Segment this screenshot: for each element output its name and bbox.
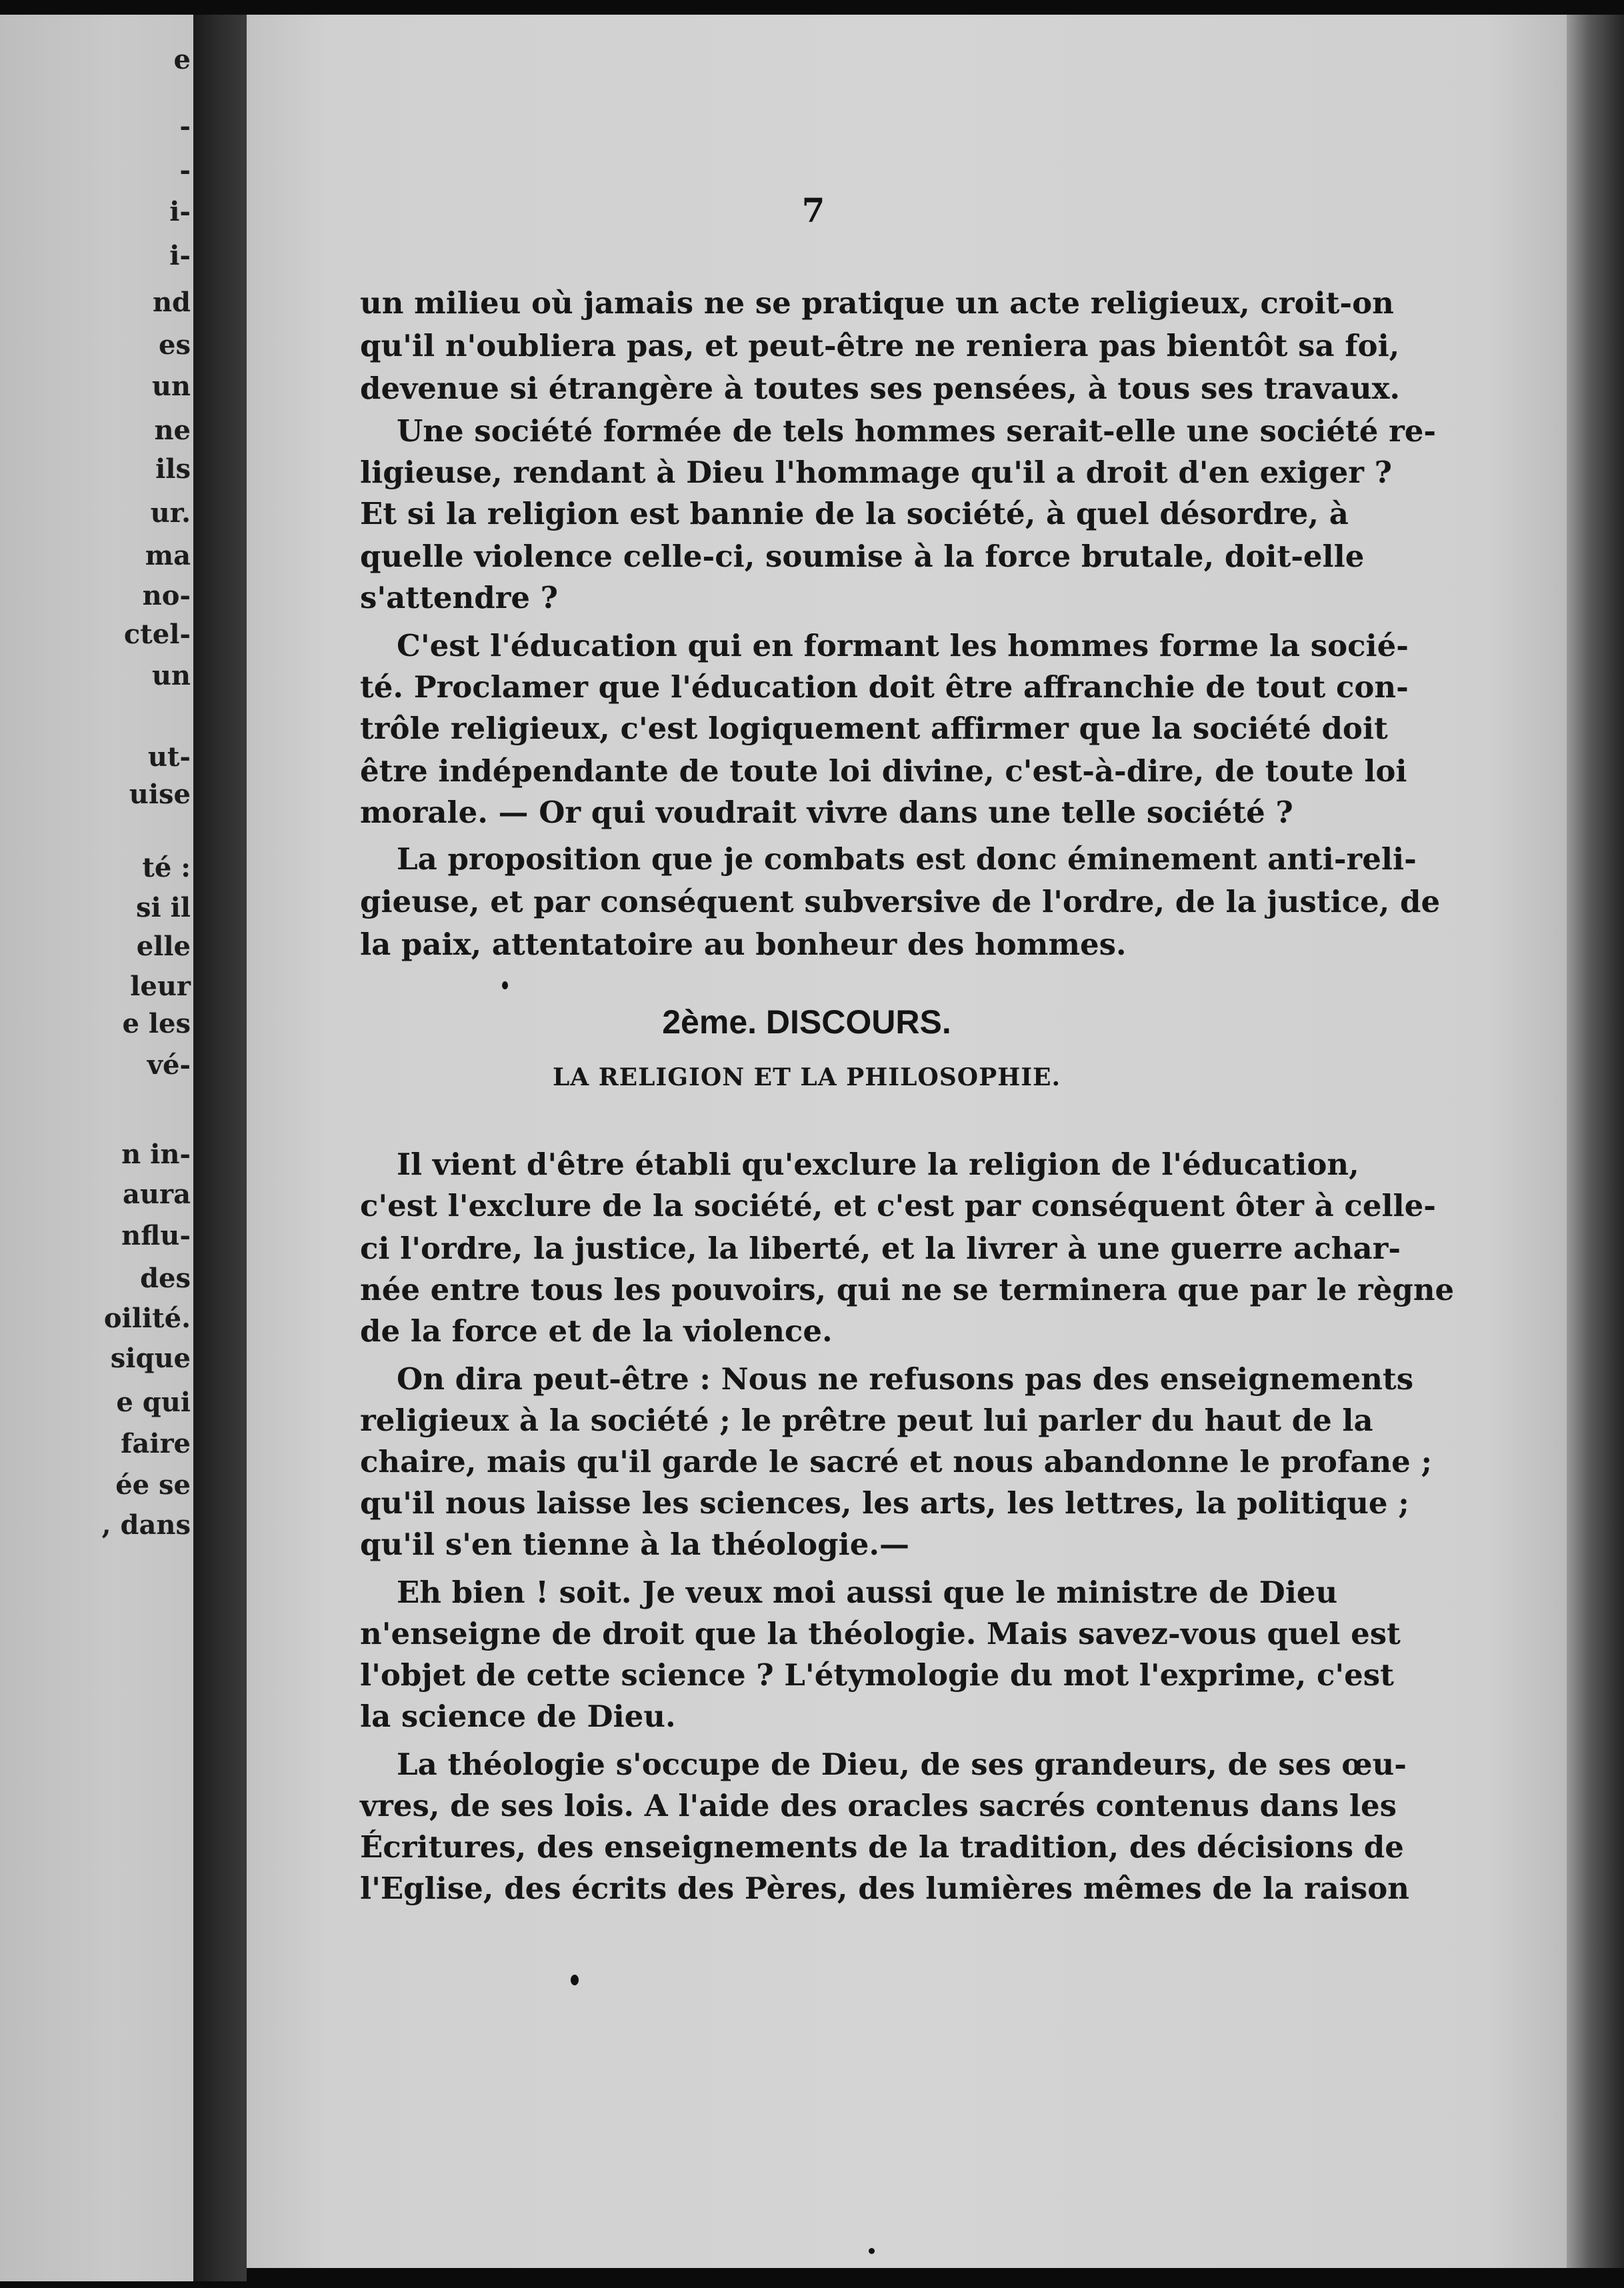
left-page-fragment-text: , dans (101, 1509, 191, 1541)
left-page-fragment-text: leur (130, 971, 191, 1002)
ink-speck (571, 1975, 579, 1985)
left-page-fragment-text: nflu- (121, 1220, 191, 1251)
text-line: Une société formée de tels hommes serait-elle une société re- (397, 413, 1437, 449)
text-line: té. Proclamer que l'éducation doit être affranchie de tout con- (360, 669, 1409, 705)
left-page-fragment-text: uise (129, 779, 191, 810)
left-page-fragment-text: vé- (147, 1049, 191, 1081)
text-line: la paix, attentatoire au bonheur des hommes. (360, 927, 1127, 962)
left-page-fragment-text: ur. (150, 497, 191, 529)
text-line: chaire, mais qu'il garde le sacré et nous abandonne le profane ; (360, 1444, 1433, 1479)
left-page-fragment-text: n in- (121, 1139, 191, 1170)
left-page-fragment-text: un (151, 371, 191, 402)
text-line: trôle religieux, c'est logiquement affirmer que la société doit (360, 711, 1388, 746)
left-page-fragment-text: e les (122, 1008, 191, 1039)
left-page-fragment-text: ils (155, 453, 191, 485)
text-line: qu'il nous laisse les sciences, les arts, les lettres, la politique ; (360, 1485, 1409, 1521)
text-line: s'attendre ? (360, 580, 559, 615)
left-page-fragment-text: e qui (116, 1387, 191, 1418)
left-page-fragment-text: ctel- (123, 619, 191, 650)
text-line: ci l'ordre, la justice, la liberté, et la livrer à une guerre achar- (360, 1231, 1401, 1266)
left-page-fragment-text: i- (169, 196, 191, 227)
ink-speck (869, 2248, 875, 2254)
left-page-fragment-text: e (173, 44, 191, 75)
section-heading: 2ème. DISCOURS. (662, 1003, 951, 1041)
left-page-fragment-text: faire (121, 1428, 191, 1459)
left-page-fragment-text: ée se (115, 1469, 191, 1501)
left-page-fragment-text: oilité. (103, 1303, 191, 1334)
text-line: vres, de ses lois. A l'aide des oracles sacrés contenus dans les (360, 1788, 1397, 1823)
text-line: C'est l'éducation qui en formant les hommes forme la socié- (397, 628, 1409, 663)
text-line: n'enseigne de droit que la théologie. Mais savez-vous quel est (360, 1616, 1401, 1651)
left-page-fragment-text: - (179, 155, 191, 186)
left-page-fragment-text: sique (110, 1343, 191, 1374)
left-page-fragment-text: té : (142, 852, 191, 883)
text-line: gieuse, et par conséquent subversive de l'ordre, de la justice, de (360, 884, 1441, 919)
text-line: ligieuse, rendant à Dieu l'hommage qu'il a droit d'en exiger ? (360, 455, 1392, 490)
text-line: de la force et de la violence. (360, 1313, 833, 1349)
left-page-fragment-text: - (179, 111, 191, 142)
text-line: qu'il s'en tienne à la théologie.— (360, 1527, 910, 1562)
text-line: la science de Dieu. (360, 1699, 676, 1734)
left-page-fragment-text: ut- (147, 741, 191, 773)
section-subheading: LA RELIGION ET LA PHILOSOPHIE. (552, 1063, 1061, 1091)
left-page-fragment-text: ne (154, 415, 191, 446)
text-line: Écritures, des enseignements de la tradition, des décisions de (360, 1829, 1404, 1865)
left-page-fragment-text: aura (123, 1179, 191, 1210)
text-line: La théologie s'occupe de Dieu, de ses grandeurs, de ses œu- (397, 1747, 1407, 1782)
text-line: morale. — Or qui voudrait vivre dans une telle société ? (360, 795, 1293, 830)
text-line: qu'il n'oubliera pas, et peut-être ne reniera pas bientôt sa foi, (360, 328, 1400, 363)
text-line: Eh bien ! soit. Je veux moi aussi que le ministre de Dieu (397, 1575, 1338, 1610)
page-right-edge (1567, 15, 1624, 2268)
left-page-fragment-text: elle (136, 931, 191, 962)
left-page-fragment-text: es (159, 329, 191, 361)
text-line: religieux à la société ; le prêtre peut lui parler du haut de la (360, 1403, 1373, 1438)
text-line: être indépendante de toute loi divine, c'est-à-dire, de toute loi (360, 753, 1407, 789)
text-line: quelle violence celle-ci, soumise à la force brutale, doit-elle (360, 539, 1365, 574)
text-line: l'Eglise, des écrits des Pères, des lumières mêmes de la raison (360, 1871, 1409, 1906)
left-page-fragment-text: no- (142, 580, 191, 611)
left-page-fragment-text: i- (169, 240, 191, 271)
text-line: née entre tous les pouvoirs, qui ne se terminera que par le règne (360, 1272, 1455, 1307)
left-page-fragment-text: des (140, 1263, 191, 1294)
page-gutter-shadow (193, 15, 247, 2281)
text-line: c'est l'exclure de la société, et c'est par conséquent ôter à celle- (360, 1188, 1436, 1223)
ink-speck (502, 981, 508, 989)
left-page-fragment-text: ma (145, 540, 191, 571)
page-number: 7 (801, 191, 825, 230)
text-line: La proposition que je combats est donc éminement anti-reli- (397, 841, 1417, 877)
text-line: devenue si étrangère à toutes ses pensées, à tous ses travaux. (360, 371, 1401, 406)
left-page-fragment-text: si il (135, 892, 191, 923)
text-line: Il vient d'être établi qu'exclure la religion de l'éducation, (397, 1147, 1359, 1182)
left-page-fragment-text: nd (152, 287, 191, 318)
text-line: Et si la religion est bannie de la société, à quel désordre, à (360, 496, 1349, 531)
text-line: l'objet de cette science ? L'étymologie du mot l'exprime, c'est (360, 1657, 1394, 1693)
text-line: un milieu où jamais ne se pratique un acte religieux, croit-on (360, 285, 1394, 321)
text-line: On dira peut-être : Nous ne refusons pas des enseignements (397, 1361, 1414, 1397)
left-page-fragment-text: un (151, 660, 191, 691)
